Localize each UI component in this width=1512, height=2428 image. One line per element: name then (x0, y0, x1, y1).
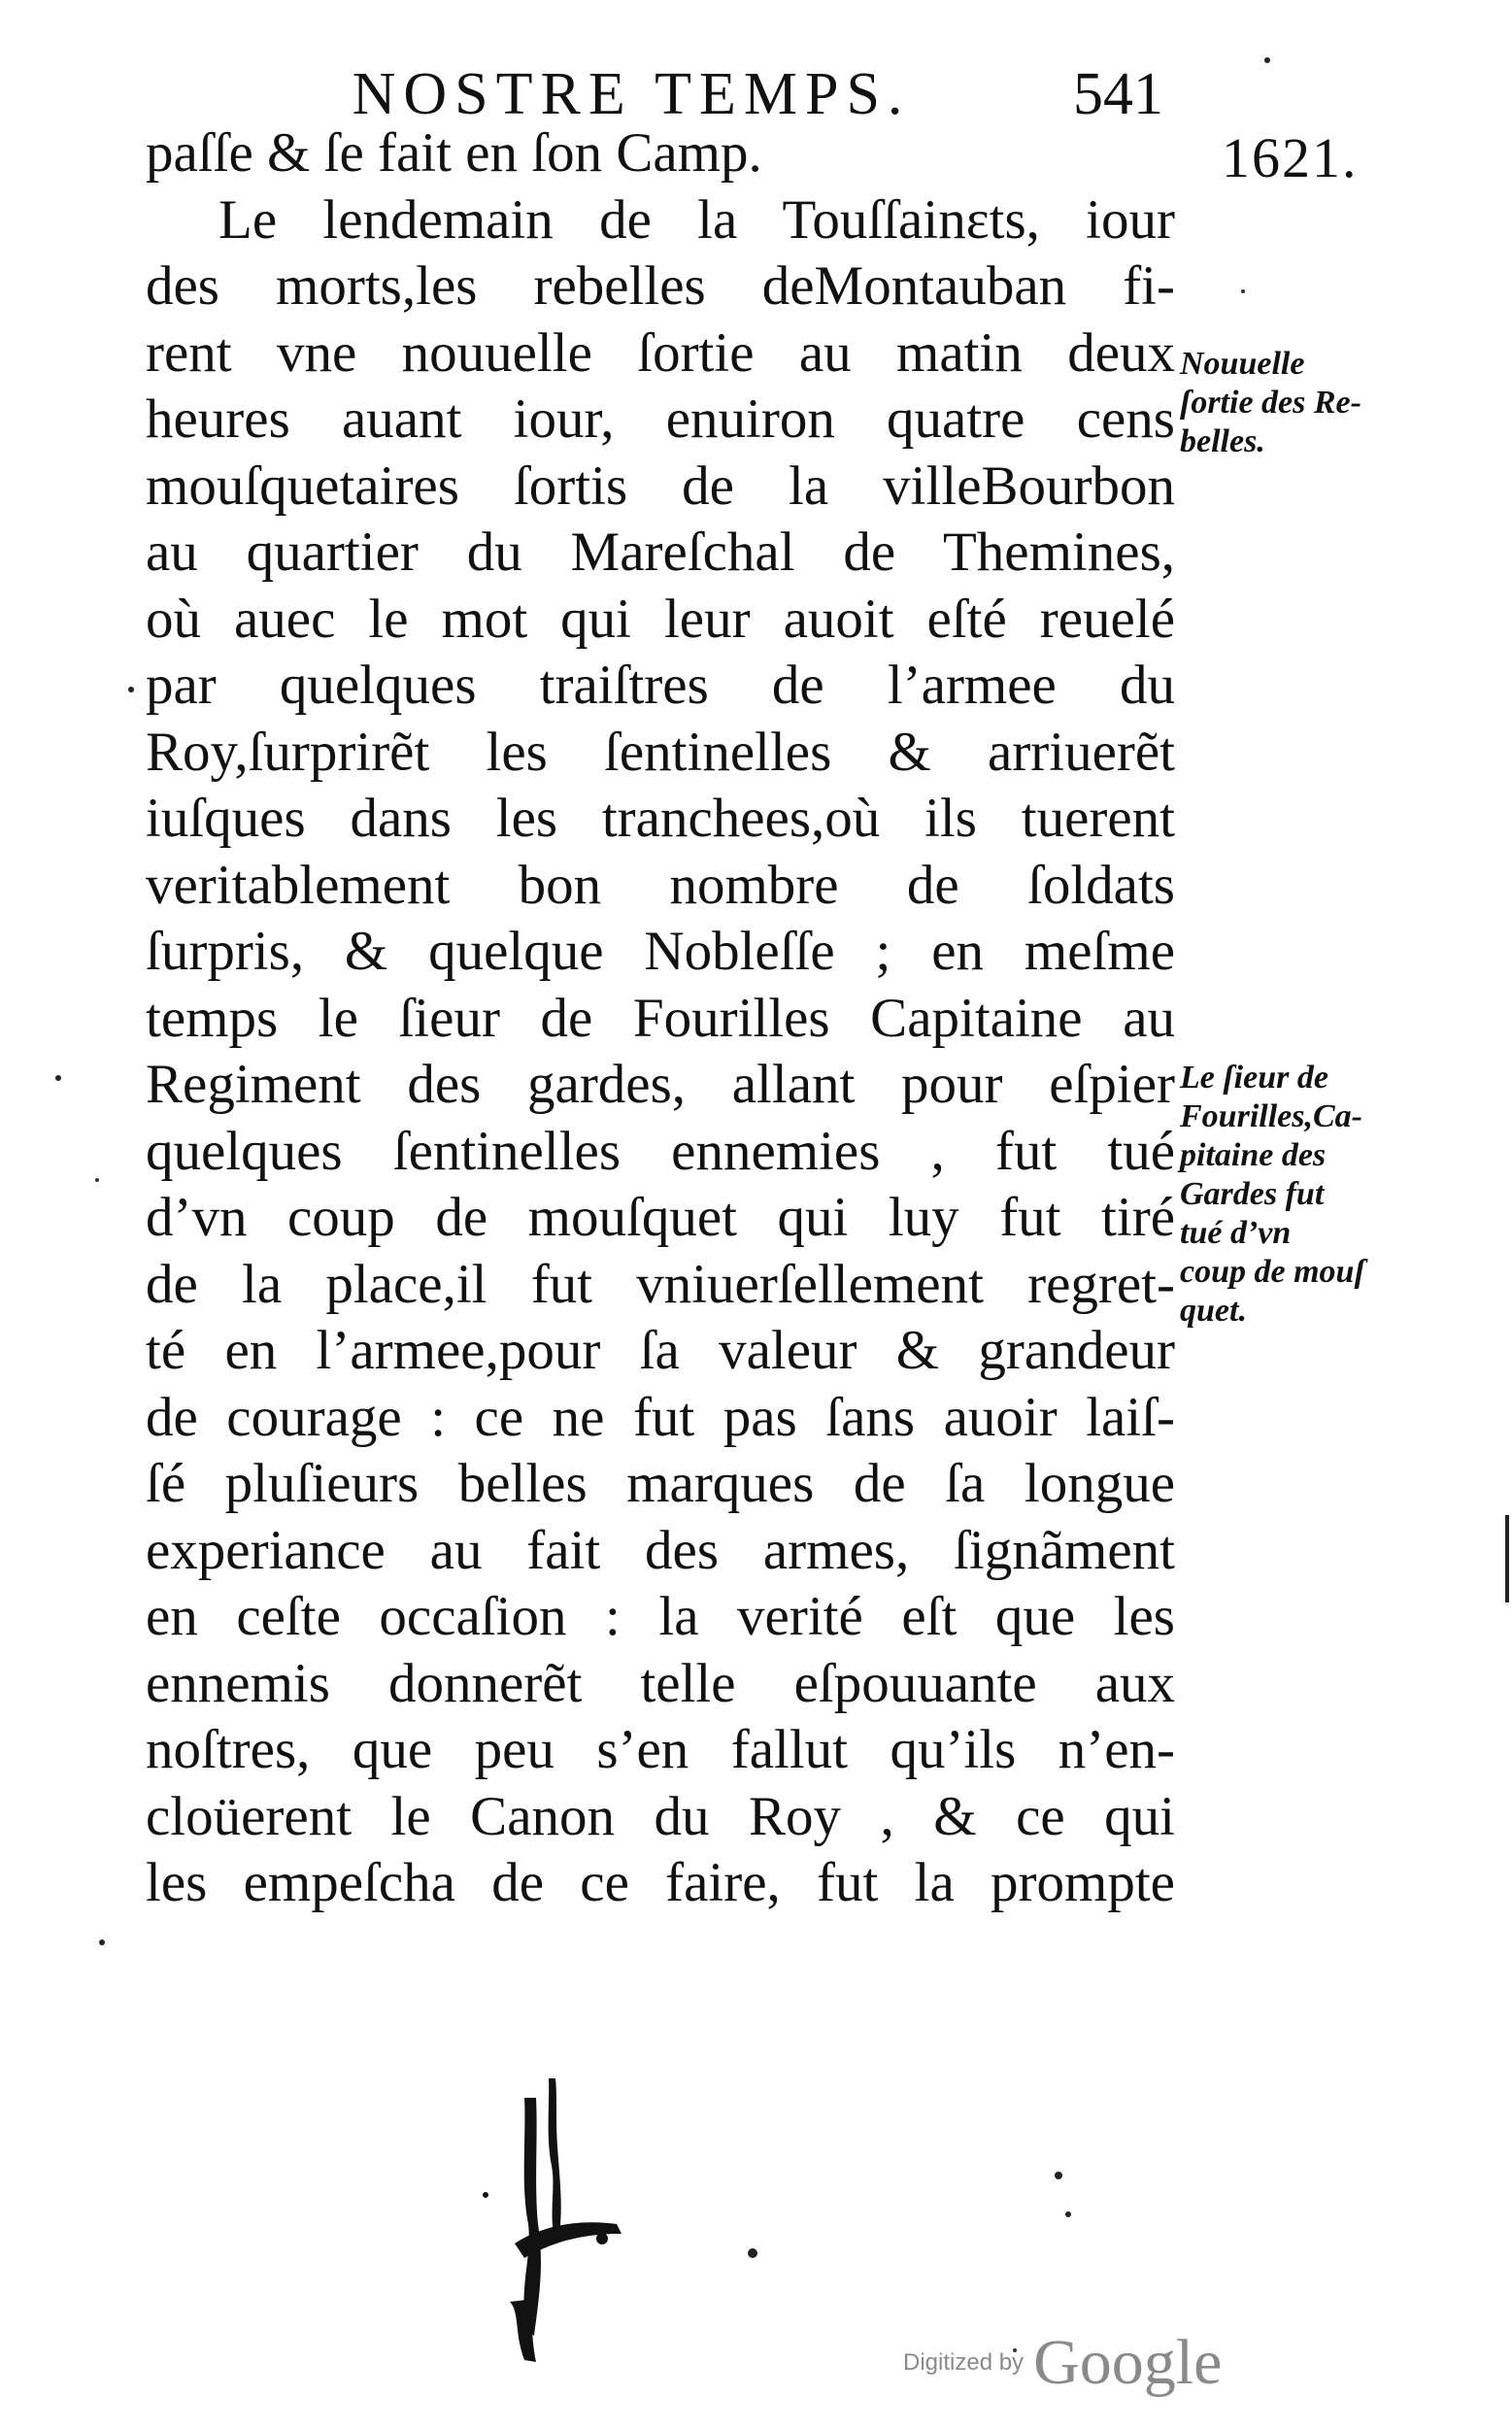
margin-note-line: Gardes fut (1180, 1176, 1325, 1212)
text-line: té en l’armee,pour ſa valeur & grandeur (146, 1320, 1175, 1381)
watermark-caption: Digitized by (903, 2349, 1025, 2376)
text-line: de courage : ce ne fut pas ſans auoir laiſ- (146, 1386, 1175, 1448)
text-line: en ceſte occaſion : la verité eſt que les (146, 1586, 1175, 1647)
text-line: des morts,les rebelles deMontauban fi- (146, 255, 1175, 317)
text-line: veritablement bon nombre de ſoldats (146, 854, 1175, 916)
text-line: rent vne nouuelle ſortie au matin deux (146, 321, 1175, 384)
text-line: iuſques dans les tranchees,où ils tuerent (146, 788, 1175, 849)
text-line: où auec le mot qui leur auoit eſté reuelé (146, 588, 1175, 650)
text-line: heures auant iour, enuiron quatre cens (146, 388, 1175, 450)
digitized-watermark (903, 2326, 1222, 2400)
text-line: de la place,il fut vniuerſellement regret- (146, 1253, 1175, 1315)
margin-note-line: Nouuelle (1180, 346, 1305, 382)
margin-note-line: Le ſieur de (1180, 1060, 1328, 1096)
margin-note-line: ſortie des Re- (1180, 385, 1361, 421)
text-line: par quelques traiſtres de l’armee du (146, 655, 1175, 716)
text-line: ſé pluſieurs belles marques de ſa longue (146, 1453, 1175, 1514)
text-line: cloüerent le Canon du Roy , & ce qui (146, 1785, 1175, 1847)
margin-note-line: Fourilles,Ca- (1180, 1098, 1362, 1134)
text-line: mouſquetaires ſortis de la villeBourbon (146, 455, 1175, 517)
margin-note-line: quet. (1180, 1293, 1247, 1329)
text-line: ennemis donnerẽt telle eſpouuante aux (146, 1652, 1175, 1714)
text-line: Le lendemain de la Touſſainɛts, iour (218, 188, 1175, 251)
text-line: temps le ſieur de Fourilles Capitaine au (146, 987, 1175, 1049)
running-title: NOSTRE TEMPS. (352, 61, 911, 127)
watermark-logo: Google (1033, 2327, 1223, 2398)
text-line: Roy,ſurprirẽt les ſentinelles & arriuerẽt (146, 721, 1175, 783)
margin-note-line: belles. (1180, 423, 1265, 459)
text-line: quelques ſentinelles ennemies , fut tué (146, 1120, 1175, 1182)
text-line: au quartier du Mareſchal de Themines, (146, 522, 1175, 583)
margin-note-line: coup de mouſ (1180, 1254, 1365, 1290)
margin-note-line: tué d’vn (1180, 1215, 1292, 1251)
text-line: ſurpris, & quelque Nobleſſe ; en meſme (146, 921, 1175, 982)
text-line: experiance au fait des armes, ſignãment (146, 1519, 1175, 1581)
text-line: Regiment des gardes, allant pour eſpier (146, 1054, 1175, 1115)
text-line: noſtres, que peu s’en fallut qu’ils n’en- (146, 1719, 1175, 1780)
marginal-year: 1621. (1222, 126, 1359, 189)
margin-note-line: pitaine des (1180, 1137, 1327, 1173)
page-number: 541 (1073, 61, 1163, 127)
text-line: d’vn coup de mouſquet qui luy fut tiré (146, 1187, 1175, 1248)
text-line: les empeſcha de ce faire, fut la prompte (146, 1852, 1175, 1913)
text-line: paſſe & ſe fait en ſon Camp. (146, 122, 762, 184)
